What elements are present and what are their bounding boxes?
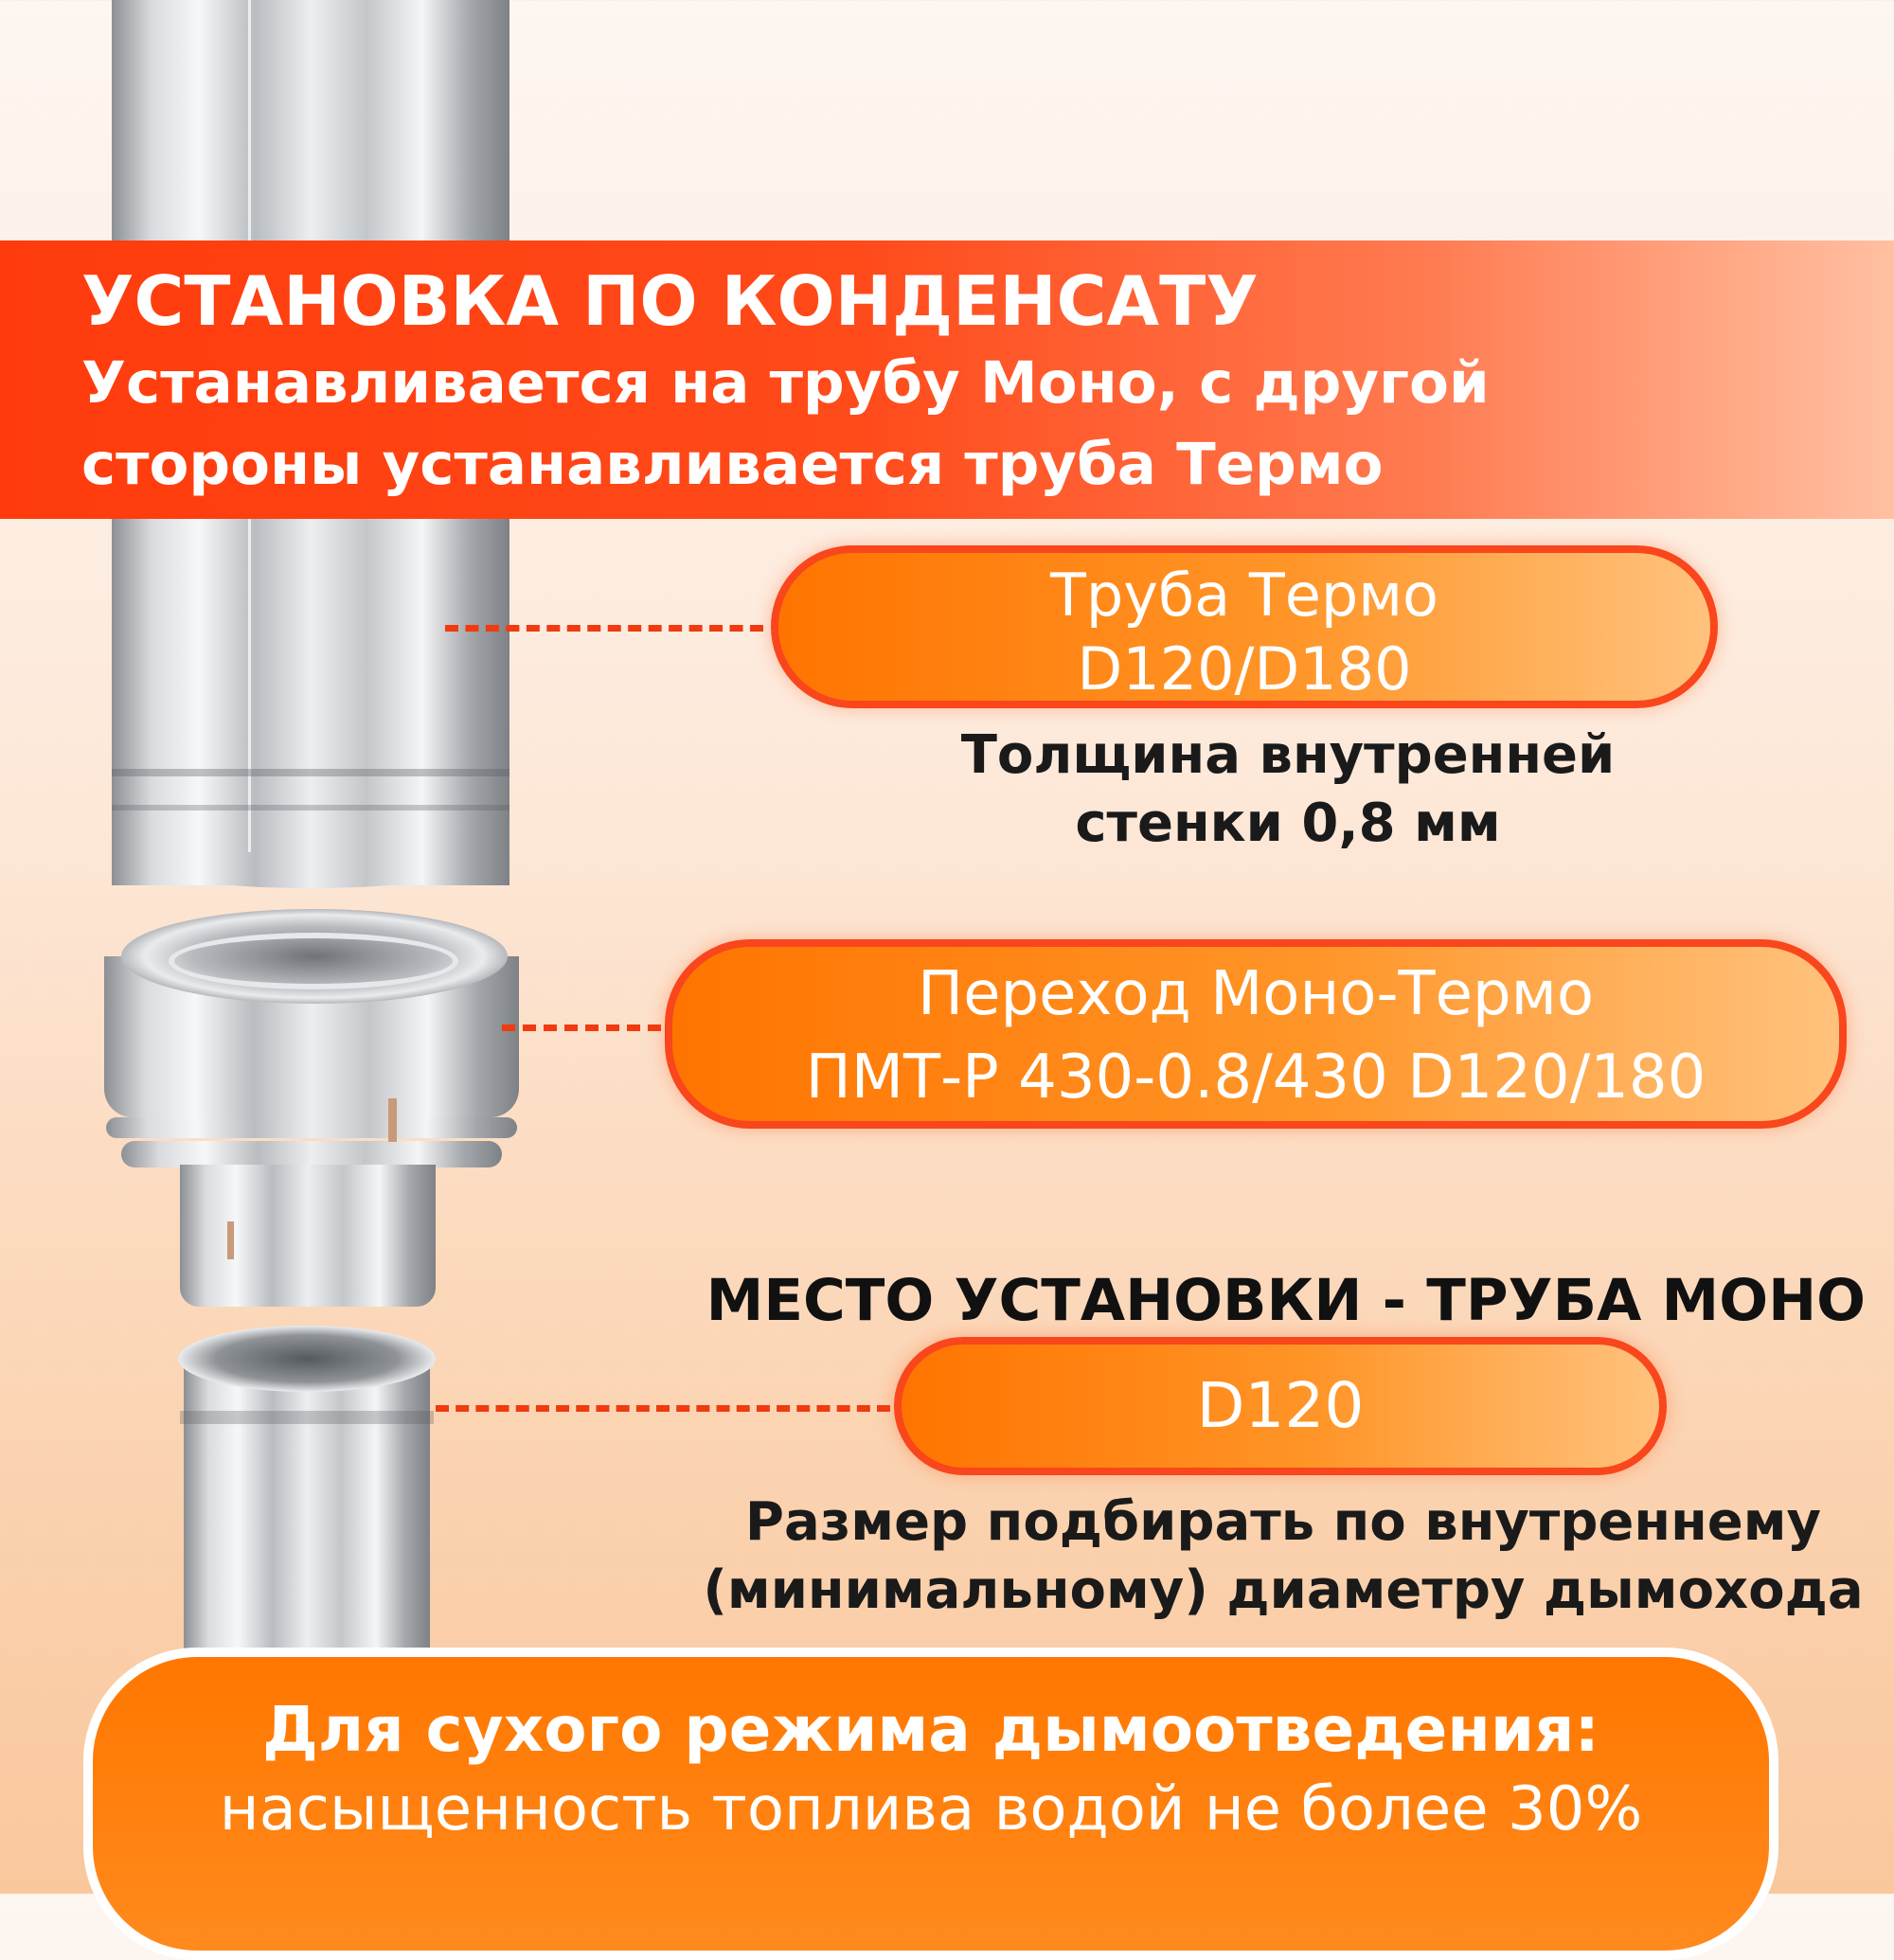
dry-mode-text: насыщенность топлива водой не более 30%	[219, 1774, 1643, 1844]
termo-pipe-ring	[112, 769, 509, 776]
mono-leader-line	[436, 1405, 890, 1412]
size-selection-note	[691, 1488, 1875, 1625]
adapter-bead	[121, 1141, 502, 1167]
adapter-label: Переход Моно-Термо	[917, 959, 1595, 1029]
termo-pipe-size: D120/D180	[1077, 634, 1412, 704]
termo-pipe-label: Труба Термо	[1050, 561, 1438, 630]
mono-pipe-size: D120	[1196, 1369, 1365, 1442]
mono-pipe-image	[184, 1363, 430, 1666]
termo-thickness-note	[814, 722, 1761, 858]
header-subtitle-line: стороны устанавливается труба Термо	[81, 431, 1384, 498]
adapter-leader-line	[502, 1025, 661, 1031]
termo-thickness-line: Толщина внутренней	[960, 724, 1616, 786]
mono-install-heading: МЕСТО УСТАНОВКИ - ТРУБА МОНО	[706, 1267, 1866, 1334]
adapter-inner-ring	[169, 933, 458, 989]
header-subtitle	[81, 343, 1862, 506]
adapter-model: ПМТ-Р 430-0.8/430 D120/180	[805, 1042, 1706, 1113]
adapter-neck	[180, 1165, 436, 1307]
adapter-callout	[665, 939, 1847, 1129]
adapter-bead	[106, 1117, 517, 1138]
size-selection-line: (минимальному) диаметру дымохода	[703, 1559, 1864, 1621]
termo-pipe-callout	[771, 545, 1718, 708]
termo-thickness-line: стенки 0,8 мм	[1075, 793, 1501, 854]
termo-leader-line	[445, 625, 763, 632]
size-selection-line: Размер подбирать по внутреннему	[744, 1491, 1822, 1553]
label-sticker	[227, 1221, 234, 1259]
header-title: УСТАНОВКА ПО КОНДЕНСАТУ	[81, 261, 1259, 341]
label-sticker	[388, 1098, 397, 1142]
mono-pipe-ring	[180, 1411, 434, 1424]
mono-pipe-rim	[178, 1326, 436, 1392]
mono-pipe-callout	[894, 1337, 1667, 1475]
dry-mode-title: Для сухого режима дымоотведения:	[262, 1693, 1599, 1766]
termo-pipe-ring	[112, 805, 509, 811]
header-subtitle-line: Устанавливается на трубу Моно, с другой	[81, 349, 1490, 417]
